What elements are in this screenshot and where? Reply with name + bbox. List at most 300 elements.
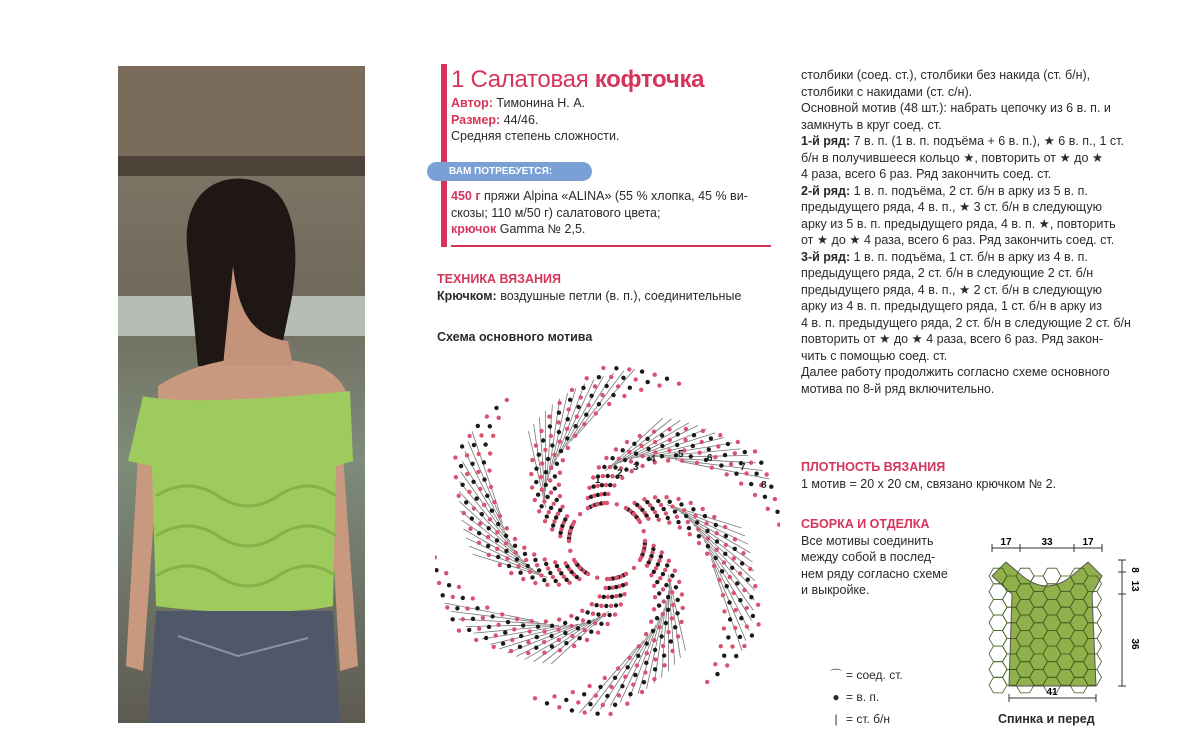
chain-dot — [478, 521, 482, 525]
chain-dot — [616, 666, 620, 670]
chain-dot — [653, 495, 657, 499]
chain-dot — [620, 684, 624, 688]
chain-dot — [539, 504, 543, 508]
chain-dot — [488, 517, 492, 521]
chain-dot — [568, 398, 572, 402]
chain-dot — [558, 494, 562, 498]
chain-dot — [594, 603, 598, 607]
dim-side-full: 36 — [1129, 638, 1140, 650]
chain-dot — [482, 503, 486, 507]
chain-dot — [509, 571, 513, 575]
chain-dot — [575, 414, 579, 418]
chain-dot — [739, 481, 743, 485]
chain-dot — [625, 702, 629, 706]
chain-dot — [593, 384, 597, 388]
dim-top-right: 17 — [1082, 537, 1094, 548]
chain-dot — [494, 633, 498, 637]
chain-dot — [705, 680, 709, 684]
chain-dot — [581, 386, 585, 390]
chain-dot — [543, 557, 547, 561]
chain-dot — [723, 453, 727, 457]
title-number: 1 — [451, 66, 465, 93]
chain-dot — [530, 485, 534, 489]
row2-line1: 1 в. п. подъёма, 2 ст. б/н в арку из 5 в. п. — [853, 183, 1088, 198]
dim-top-left: 17 — [1000, 537, 1012, 548]
chain-dot — [723, 552, 727, 556]
chain-dot — [558, 648, 562, 652]
chain-dot — [659, 554, 663, 558]
chain-dot — [486, 535, 490, 539]
chain-dot — [689, 501, 693, 505]
single-crochet-icon: | — [834, 712, 838, 726]
chain-dot — [653, 510, 657, 514]
title-block-rule — [451, 245, 771, 247]
chain-dot — [478, 487, 482, 491]
chain-dot — [537, 453, 541, 457]
chain-dot — [580, 609, 584, 613]
chain-dot — [726, 442, 730, 446]
hook-text: Gamma № 2,5. — [499, 222, 586, 236]
chain-dot — [759, 461, 763, 465]
chain-dot — [495, 547, 499, 551]
pattern-schematic — [984, 536, 1144, 711]
chain-dot — [545, 701, 549, 705]
chain-dot — [467, 628, 471, 632]
chain-dot — [475, 496, 479, 500]
chain-dot — [715, 548, 719, 552]
chain-dot — [539, 573, 543, 577]
chain-dot — [671, 603, 675, 607]
chain-dot — [756, 603, 760, 607]
chain-dot — [775, 510, 779, 514]
chain-dot — [477, 627, 481, 631]
chain-dot — [653, 373, 657, 377]
chain-dot — [733, 547, 737, 551]
ring-dot — [642, 549, 646, 553]
scheme-title: Схема основного мотива — [437, 330, 593, 344]
ring-dot — [595, 576, 599, 580]
chain-dot — [554, 579, 558, 583]
chain-dot — [585, 376, 589, 380]
chain-dot — [521, 577, 525, 581]
stitch-bar — [579, 645, 638, 712]
chain-dot — [733, 626, 737, 630]
chain-dot — [557, 483, 561, 487]
chain-dot — [724, 543, 728, 547]
density-heading: ПЛОТНОСТЬ ВЯЗАНИЯ — [801, 460, 946, 474]
chain-dot — [604, 483, 608, 487]
hex-motif — [989, 677, 1007, 693]
chain-dot — [640, 464, 644, 468]
technique-heading: ТЕХНИКА ВЯЗАНИЯ — [437, 272, 562, 286]
chain-dot — [640, 369, 644, 373]
chain-dot — [715, 531, 719, 535]
row3-line4: арку из 4 в. п. предыдущего ряда, 1 ст. б/н в арку из — [801, 299, 1102, 313]
ring-dot — [643, 539, 647, 543]
chain-dot — [697, 541, 701, 545]
chain-dot — [602, 595, 606, 599]
chain-dot — [722, 609, 726, 613]
chain-dot — [738, 635, 742, 639]
chain-dot — [660, 454, 664, 458]
chain-dot — [570, 634, 574, 638]
ring-dot — [638, 520, 642, 524]
chain-dot — [666, 458, 670, 462]
chain-dot — [550, 443, 554, 447]
chain-dot — [696, 527, 700, 531]
chain-dot — [512, 627, 516, 631]
chain-dot — [749, 595, 753, 599]
chain-dot — [574, 424, 578, 428]
chain-dot — [529, 472, 533, 476]
chain-dot — [606, 595, 610, 599]
chain-dot — [461, 596, 465, 600]
chain-dot — [655, 580, 659, 584]
chain-dot — [557, 617, 561, 621]
chain-dot — [691, 444, 695, 448]
chain-dot — [756, 622, 760, 626]
chain-dot — [471, 480, 475, 484]
row3-line3: предыдущего ряда, 4 в. п., ★ 2 ст. б/н в следующую — [801, 282, 1102, 297]
chain-dot — [665, 377, 669, 381]
chain-dot — [673, 509, 677, 513]
chain-dot — [585, 610, 589, 614]
stitch-bar — [682, 462, 770, 479]
chain-dot — [544, 619, 548, 623]
ring-dot — [568, 549, 572, 553]
chain-dot — [533, 696, 537, 700]
chain-dot — [445, 605, 449, 609]
chain-dot — [555, 498, 559, 502]
row3-line2: предыдущего ряда, 2 ст. б/н в следующие 2 ст. б/н — [801, 266, 1094, 280]
chain-dot — [546, 566, 550, 570]
chain-dot — [526, 564, 530, 568]
chain-dot — [745, 606, 749, 610]
chain-dot — [465, 472, 469, 476]
chain-dot — [730, 566, 734, 570]
chain-dot — [475, 606, 479, 610]
chain-dot — [621, 376, 625, 380]
chain-dot — [667, 520, 671, 524]
motif-line1: Основной мотив (48 шт.): набрать цепочку из 6 в. п. и — [801, 101, 1111, 115]
chain-dot — [621, 448, 625, 452]
chain-dot — [670, 574, 674, 578]
yarn-text-2: скозы; 110 м/50 г) салатового цвета; — [451, 205, 661, 220]
chain-dot — [661, 572, 665, 576]
ring-dot — [568, 529, 572, 533]
chain-dot — [645, 651, 649, 655]
chain-dot — [547, 510, 551, 514]
chain-dot — [695, 520, 699, 524]
chain-dot — [470, 516, 474, 520]
chain-dot — [479, 433, 483, 437]
chain-dot — [590, 602, 594, 606]
chain-dot — [497, 416, 501, 420]
chain-dot — [691, 507, 695, 511]
chain-dot — [713, 662, 717, 666]
size-label: Размер: — [451, 112, 501, 127]
chain-dot — [534, 443, 538, 447]
chain-dot — [488, 451, 492, 455]
chain-dot — [542, 578, 546, 582]
chain-dot — [612, 483, 616, 487]
chain-dot — [537, 509, 541, 513]
chain-dot — [549, 634, 553, 638]
chain-dot — [617, 693, 621, 697]
chain-dot — [476, 424, 480, 428]
chain-dot — [563, 561, 567, 565]
chain-dot — [548, 424, 552, 428]
stitch-bar — [576, 369, 635, 436]
chain-dot — [482, 477, 486, 481]
chain-dot — [617, 457, 621, 461]
chain-dot — [485, 414, 489, 418]
chain-dot — [661, 644, 665, 648]
chain-dot — [557, 401, 561, 405]
chain-dot — [640, 690, 644, 694]
chain-dot — [646, 380, 650, 384]
chain-dot — [564, 698, 568, 702]
chain-dot — [582, 628, 586, 632]
chain-dot — [604, 604, 608, 608]
row1-line3: 4 раза, всего 6 раз. Ряд закончить соед. ст. — [801, 167, 1052, 181]
chain-dot — [649, 620, 653, 624]
chain-dot — [657, 518, 661, 522]
ring-dot — [578, 566, 582, 570]
ring-dot — [567, 539, 571, 543]
chain-dot — [596, 630, 600, 634]
chain-dot — [625, 440, 629, 444]
chain-dot — [658, 576, 662, 580]
chain-dot — [655, 514, 659, 518]
chain-dot — [503, 630, 507, 634]
chain-dot — [667, 559, 671, 563]
chain-dot — [556, 420, 560, 424]
ring-dot — [595, 502, 599, 506]
chain-dot — [674, 585, 678, 589]
chain-dot — [483, 442, 487, 446]
chain-dot — [481, 616, 485, 620]
chain-dot — [572, 644, 576, 648]
chain-dot — [628, 386, 632, 390]
chain-dot — [689, 454, 693, 458]
chain-dot — [604, 384, 608, 388]
chain-dot — [614, 603, 618, 607]
chain-dot — [533, 581, 537, 585]
chain-dot — [688, 532, 692, 536]
difficulty: Средняя степень сложности. — [451, 129, 620, 143]
chain-dot — [534, 646, 538, 650]
chain-dot — [477, 531, 481, 535]
pattern-hex-grid — [989, 562, 1102, 693]
ring-dot — [578, 512, 582, 516]
row3-line7: чить с помощью соед. ст. — [801, 348, 948, 363]
chain-dot — [457, 585, 461, 589]
chain-dot — [482, 460, 486, 464]
chain-dot — [563, 631, 567, 635]
chain-dot — [557, 411, 561, 415]
chain-dot — [626, 665, 630, 669]
chain-dot — [550, 644, 554, 648]
chain-dot — [587, 486, 591, 490]
chain-dot — [545, 583, 549, 587]
chain-dot — [565, 436, 569, 440]
chain-dot — [738, 598, 742, 602]
chain-dot — [646, 447, 650, 451]
chain-dot — [763, 495, 767, 499]
chain-dot — [606, 474, 610, 478]
stitch-bar — [444, 603, 532, 620]
chain-dot — [496, 522, 500, 526]
chain-dot — [509, 649, 513, 653]
chain-dot — [683, 438, 687, 442]
technique-line1: воздушные петли (в. п.), соединительные — [500, 288, 742, 303]
chain-dot — [719, 644, 723, 648]
ring-dot — [632, 566, 636, 570]
chain-dot — [544, 562, 548, 566]
chain-dot — [594, 411, 598, 415]
chain-dot — [577, 636, 581, 640]
chain-dot — [693, 514, 697, 518]
chain-dot — [589, 630, 593, 634]
chain-dot — [662, 663, 666, 667]
chain-dot — [553, 474, 557, 478]
chain-dot — [753, 493, 757, 497]
chain-dot — [597, 375, 601, 379]
chain-dot — [663, 568, 667, 572]
chain-dot — [665, 563, 669, 567]
chain-dot — [544, 483, 548, 487]
chain-dot — [664, 583, 668, 587]
row-number: 8 — [761, 480, 767, 491]
row2-line3: арку из 5 в. п. предыдущего ряда, 4 в. п. ★, повторить — [801, 216, 1116, 231]
author-label: Автор: — [451, 96, 493, 110]
chain-dot — [457, 494, 461, 498]
chain-dot — [660, 444, 664, 448]
chain-dot — [553, 486, 557, 490]
chain-dot — [773, 497, 777, 501]
chain-dot — [670, 504, 674, 508]
chain-dot — [725, 663, 729, 667]
chain-dot — [489, 485, 493, 489]
chain-dot — [495, 530, 499, 534]
chain-dot — [547, 415, 551, 419]
yarn-label: 450 г — [451, 189, 481, 203]
chain-dot — [627, 367, 631, 371]
ring-dot — [605, 577, 609, 581]
chain-dot — [571, 690, 575, 694]
chain-dot — [734, 472, 738, 476]
chain-dot — [498, 514, 502, 518]
chain-dot — [657, 383, 661, 387]
chain-dot — [539, 475, 543, 479]
chain-dot — [451, 595, 455, 599]
chain-dot — [491, 434, 495, 438]
chain-dot — [613, 612, 617, 616]
chain-dot — [510, 638, 514, 642]
chain-dot — [653, 440, 657, 444]
row-number: 1 — [595, 475, 601, 486]
chain-dot — [656, 562, 660, 566]
ring-dot — [586, 572, 590, 576]
chain-dot — [662, 599, 666, 603]
motif-diagram — [435, 358, 780, 728]
chain-dot — [692, 433, 696, 437]
chain-dot — [639, 444, 643, 448]
chain-dot — [644, 661, 648, 665]
chain-dot — [750, 633, 754, 637]
chain-dot — [589, 394, 593, 398]
ring-dot — [572, 520, 576, 524]
chain-dot — [468, 527, 472, 531]
chain-dot — [730, 644, 734, 648]
chain-dot — [594, 693, 598, 697]
chain-dot — [522, 546, 526, 550]
chain-dot — [634, 377, 638, 381]
chain-dot — [550, 624, 554, 628]
legend-item-single — [826, 708, 903, 730]
chain-dot — [627, 450, 631, 454]
chain-dot — [566, 446, 570, 450]
chain-dot — [516, 564, 520, 568]
chain-dot — [457, 628, 461, 632]
chain-dot — [601, 366, 605, 370]
chain-dot — [741, 551, 745, 555]
chain-dot — [645, 564, 649, 568]
chain-dot — [721, 593, 725, 597]
chain-dot — [769, 485, 773, 489]
chain-dot — [660, 550, 664, 554]
chain-dot — [536, 493, 540, 497]
chain-dot — [539, 429, 543, 433]
chain-dot — [587, 403, 591, 407]
chain-dot — [668, 438, 672, 442]
chain-dot — [570, 388, 574, 392]
assembly-line1: Все мотивы соединить — [801, 533, 934, 548]
chain-dot — [733, 608, 737, 612]
chain-dot — [732, 556, 736, 560]
needs-badge: ВАМ ПОТРЕБУЕТСЯ: — [427, 162, 592, 181]
chain-dot — [549, 434, 553, 438]
chain-dot — [667, 448, 671, 452]
chain-dot — [570, 708, 574, 712]
chain-dot — [777, 523, 780, 527]
chain-dot — [496, 555, 500, 559]
chain-dot — [557, 568, 561, 572]
chain-dot — [653, 657, 657, 661]
chain-dot — [437, 581, 441, 585]
chain-dot — [459, 464, 463, 468]
chain-dot — [753, 449, 757, 453]
chain-dot — [720, 569, 724, 573]
chain-dot — [718, 433, 722, 437]
chain-dot — [646, 517, 650, 521]
chain-dot — [548, 478, 552, 482]
assembly-line4: и выкройке. — [801, 583, 870, 597]
chain-dot — [534, 467, 538, 471]
chain-dot — [557, 638, 561, 642]
chain-dot — [622, 394, 626, 398]
continue-line1: Далее работу продолжить согласно схеме основного — [801, 365, 1110, 379]
chain-dot — [628, 692, 632, 696]
chain-dot — [602, 613, 606, 617]
chain-dot — [728, 575, 732, 579]
chain-dot — [557, 705, 561, 709]
chain-dot — [569, 624, 573, 628]
chain-dot — [678, 525, 682, 529]
chain-dot-icon: ● — [832, 690, 840, 704]
chain-dot — [460, 444, 464, 448]
